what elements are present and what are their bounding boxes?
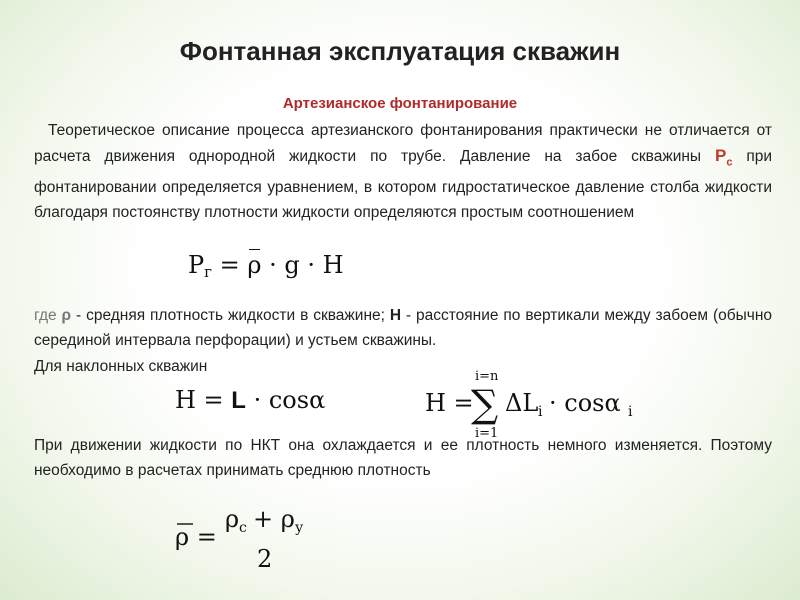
intro-text-part-2: при фонтанировании определяется уравнением, в котором гидростатическое давление столба жидкости благодаря постоянству плотности жидкости определяются простым соотношением: [34, 148, 772, 222]
svg-text:H =: H =: [425, 389, 474, 417]
svg-text:ρ: ρ: [225, 505, 240, 533]
section-subtitle: Артезианское фонтанирование: [282, 95, 518, 112]
svg-text:ρ =: ρ =: [175, 523, 217, 551]
h-symbol: H: [389, 307, 402, 324]
svg-text:i=1: i=1: [475, 426, 499, 440]
svg-text:+ ρ: + ρ: [253, 505, 295, 533]
svg-text:i=n: i=n: [475, 369, 499, 384]
intro-paragraph: [34, 118, 772, 225]
cooling-paragraph: При движении жидкости по НКТ она охлаждается и ее плотность немного изменяется. Поэтому необходимо в расчетах принимать среднюю плотность: [34, 437, 772, 479]
svg-text:∑: ∑: [471, 382, 499, 426]
svg-text:2: 2: [257, 545, 273, 573]
formula-hydrostatic-pressure: $P_г = \rho \cdot g \cdot H$: [188, 251, 344, 281]
svg-text:ΔL: ΔL: [505, 389, 539, 417]
page-title: Фонтанная эксплуатация скважин: [179, 36, 621, 66]
formula-average-density: [175, 505, 355, 575]
svg-text:с: с: [239, 520, 247, 536]
svg-text:i: i: [628, 404, 633, 420]
pressure-symbol: $P_с$: [714, 146, 733, 169]
rho-symbol: ρ: [61, 307, 72, 324]
svg-text:i: i: [538, 404, 543, 420]
svg-text:· cosα: · cosα: [549, 389, 621, 417]
intro-text-part-1: Теоретическое описание процесса артезианского фонтанирования практически не отличается от расчета движения однородной жидкости по трубе. Давление на забое скважины: [34, 122, 772, 165]
definition-paragraph: где ρ - средняя плотность жидкости в скважине; H - расстояние по вертикали между забоем (обычно серединой интервала перфорации) и устьем скважины.: [34, 307, 772, 349]
formula-sum-height: [425, 368, 655, 440]
svg-text:у: у: [295, 520, 304, 536]
formula-inclined-height: H = L · cosα: [175, 386, 326, 414]
inclined-wells-label: Для наклонных скважин: [34, 358, 208, 375]
